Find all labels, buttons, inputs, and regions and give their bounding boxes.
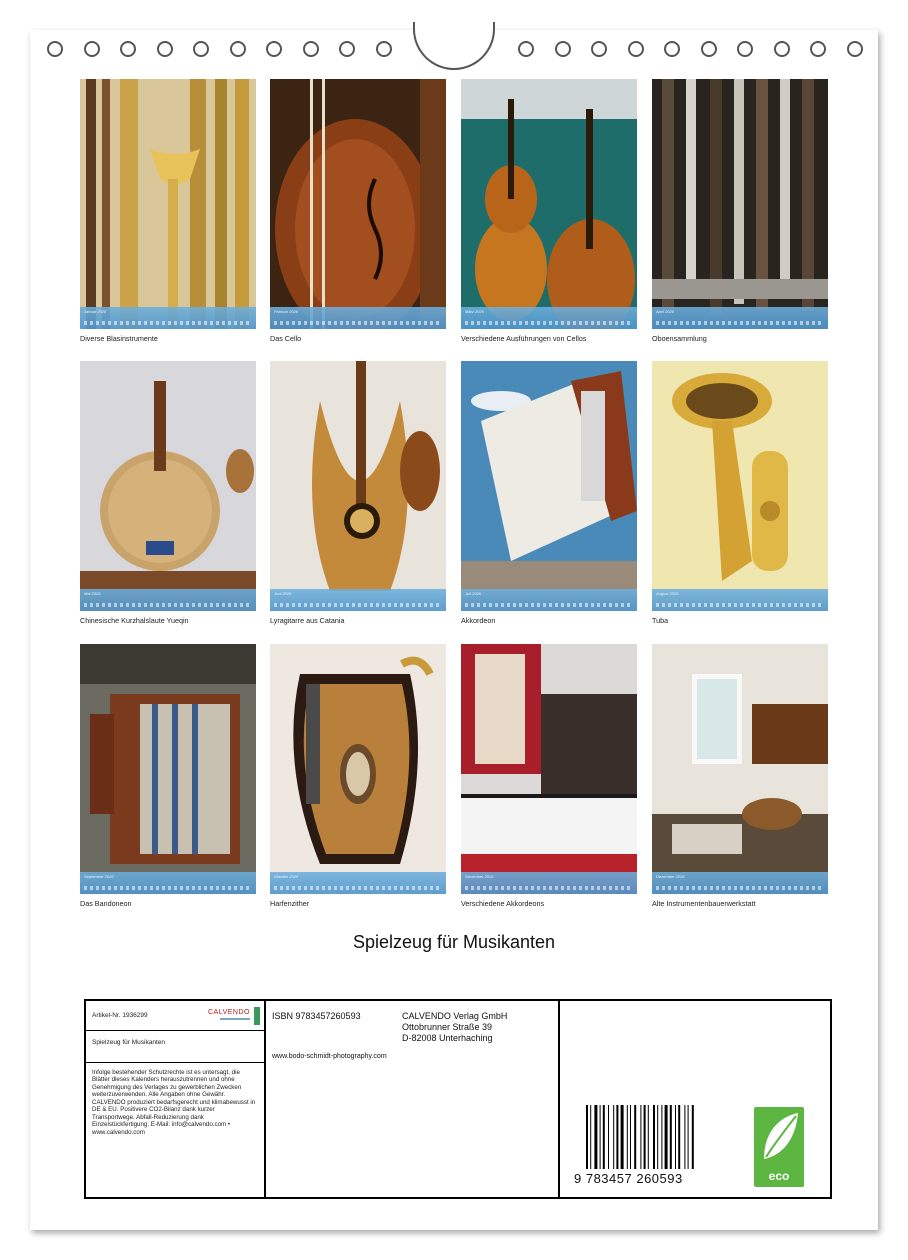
binding-ring	[339, 41, 355, 57]
article-row	[86, 1001, 264, 1031]
binding-ring	[303, 41, 319, 57]
month-caption: Akkordeon	[461, 616, 496, 625]
binding-ring	[737, 41, 753, 57]
calendar-day-strip	[270, 872, 446, 894]
month-label: April 2026	[656, 309, 675, 314]
info-right-column	[562, 1001, 830, 1197]
month-tile	[652, 644, 828, 908]
calendar-day-strip	[270, 589, 446, 611]
calendar-day-strip	[80, 872, 256, 894]
binding-ring	[555, 41, 571, 57]
month-caption: Das Cello	[270, 334, 302, 343]
binding-ring	[157, 41, 173, 57]
legal-notice: Infolge bestehender Schutzrechte ist es untersagt, die Blätter dieses Kalenders herauszutrennen und ohne Genehmigung des Verlages zu gewerblichen Zwecken weiterzuverwenden. Alle Angaben ohne Gewähr. CALVENDO produziert bedarfsgerecht und klimabewusst in DE & EU. Positivere CO2-Bilanz dank kurzer Transportwege. Abfall-Reduzierung dank Einzelstückfertigung. E-Mail: info@calvendo.com • www.calvendo.com	[92, 1069, 256, 1136]
month-photo	[270, 644, 446, 894]
calvendo-logo-text: CALVENDO	[208, 1009, 250, 1016]
binding-ring	[847, 41, 863, 57]
month-tile	[461, 644, 637, 908]
month-caption: Alte Instrumentenbauerwerkstatt	[652, 899, 756, 908]
binding-ring	[266, 41, 282, 57]
product-title: Spielzeug für Musikanten	[92, 1039, 165, 1046]
binding-ring	[810, 41, 826, 57]
month-tile	[461, 79, 637, 343]
month-label: Februar 2026	[274, 309, 299, 314]
month-photo	[80, 361, 256, 611]
month-label: Dezember 2026	[656, 874, 685, 879]
leaf-icon	[754, 1107, 804, 1167]
month-label: August 2026	[656, 591, 679, 596]
month-photo	[461, 644, 637, 894]
binding-ring	[120, 41, 136, 57]
month-tile	[80, 361, 256, 625]
month-tile	[652, 79, 828, 343]
month-tile	[270, 79, 446, 343]
month-tile	[80, 79, 256, 343]
publisher-line: D-82008 Unterhaching	[402, 1032, 493, 1043]
month-label: Januar 2026	[84, 309, 107, 314]
binding-ring	[628, 41, 644, 57]
month-caption: Chinesische Kurzhalslaute Yueqin	[80, 616, 189, 625]
month-photo	[461, 361, 637, 611]
binding-ring	[774, 41, 790, 57]
calendar-day-strip	[652, 307, 828, 329]
article-number: Artikel-Nr. 1936299	[92, 1012, 148, 1019]
month-photo	[461, 79, 637, 329]
month-photo	[80, 644, 256, 894]
month-caption: Verschiedene Akkordeons	[461, 899, 545, 908]
binding-ring	[591, 41, 607, 57]
binding-ring	[518, 41, 534, 57]
calendar-day-strip	[652, 589, 828, 611]
eco-badge	[754, 1107, 804, 1187]
calendar-day-strip	[461, 872, 637, 894]
month-label: November 2026	[465, 874, 494, 879]
calendar-day-strip	[461, 589, 637, 611]
month-caption: Oboensammlung	[652, 334, 707, 343]
month-photo	[80, 79, 256, 329]
info-left-column	[86, 1001, 266, 1197]
info-box	[84, 999, 832, 1199]
binding-ring	[84, 41, 100, 57]
publisher-line: Ottobrunner Straße 39	[402, 1021, 493, 1032]
month-label: Juni 2026	[274, 591, 292, 596]
month-photo	[652, 644, 828, 894]
month-label: Juli 2026	[465, 591, 482, 596]
month-caption: Lyragitarre aus Catania	[270, 616, 345, 625]
calendar-title: Spielzeug für Musikanten	[352, 932, 556, 952]
calendar-day-strip	[461, 307, 637, 329]
month-tile	[652, 361, 828, 625]
month-photo	[652, 79, 828, 329]
month-caption: Diverse Blasinstrumente	[80, 334, 158, 343]
month-label: September 2026	[84, 874, 114, 879]
calvendo-logo	[198, 1007, 260, 1025]
eco-label: eco	[768, 1169, 790, 1183]
month-label: März 2026	[465, 309, 484, 314]
month-tile	[270, 644, 446, 908]
binding-ring	[701, 41, 717, 57]
info-middle-column	[268, 1001, 560, 1197]
month-caption: Das Bandoneon	[80, 899, 132, 908]
barcode	[586, 1105, 726, 1169]
product-title-row	[86, 1031, 264, 1063]
binding-ring	[664, 41, 680, 57]
barcode-number: 9 783457 260593	[574, 1171, 683, 1186]
month-caption: Tuba	[652, 616, 669, 625]
publisher-address	[402, 1011, 507, 1043]
month-label: Mai 2026	[84, 591, 101, 596]
month-photo	[270, 361, 446, 611]
calendar-day-strip	[80, 307, 256, 329]
calendar-day-strip	[270, 307, 446, 329]
month-photo	[270, 79, 446, 329]
month-tile	[80, 644, 256, 908]
binding-ring	[230, 41, 246, 57]
isbn: ISBN 9783457260593	[272, 1011, 361, 1021]
month-label: Oktober 2026	[274, 874, 299, 879]
publisher-line: CALVENDO Verlag GmbH	[402, 1011, 508, 1021]
binding-ring	[376, 41, 392, 57]
month-tile	[270, 361, 446, 625]
binding-ring	[193, 41, 209, 57]
month-photo	[652, 361, 828, 611]
photographer-website: www.bodo-schmidt-photography.com	[272, 1053, 387, 1060]
month-caption: Harfenzither	[270, 899, 310, 908]
month-tile	[461, 361, 637, 625]
month-caption: Verschiedene Ausführungen von Cellos	[461, 334, 587, 343]
calendar-day-strip	[652, 872, 828, 894]
binding-ring	[47, 41, 63, 57]
calendar-day-strip	[80, 589, 256, 611]
